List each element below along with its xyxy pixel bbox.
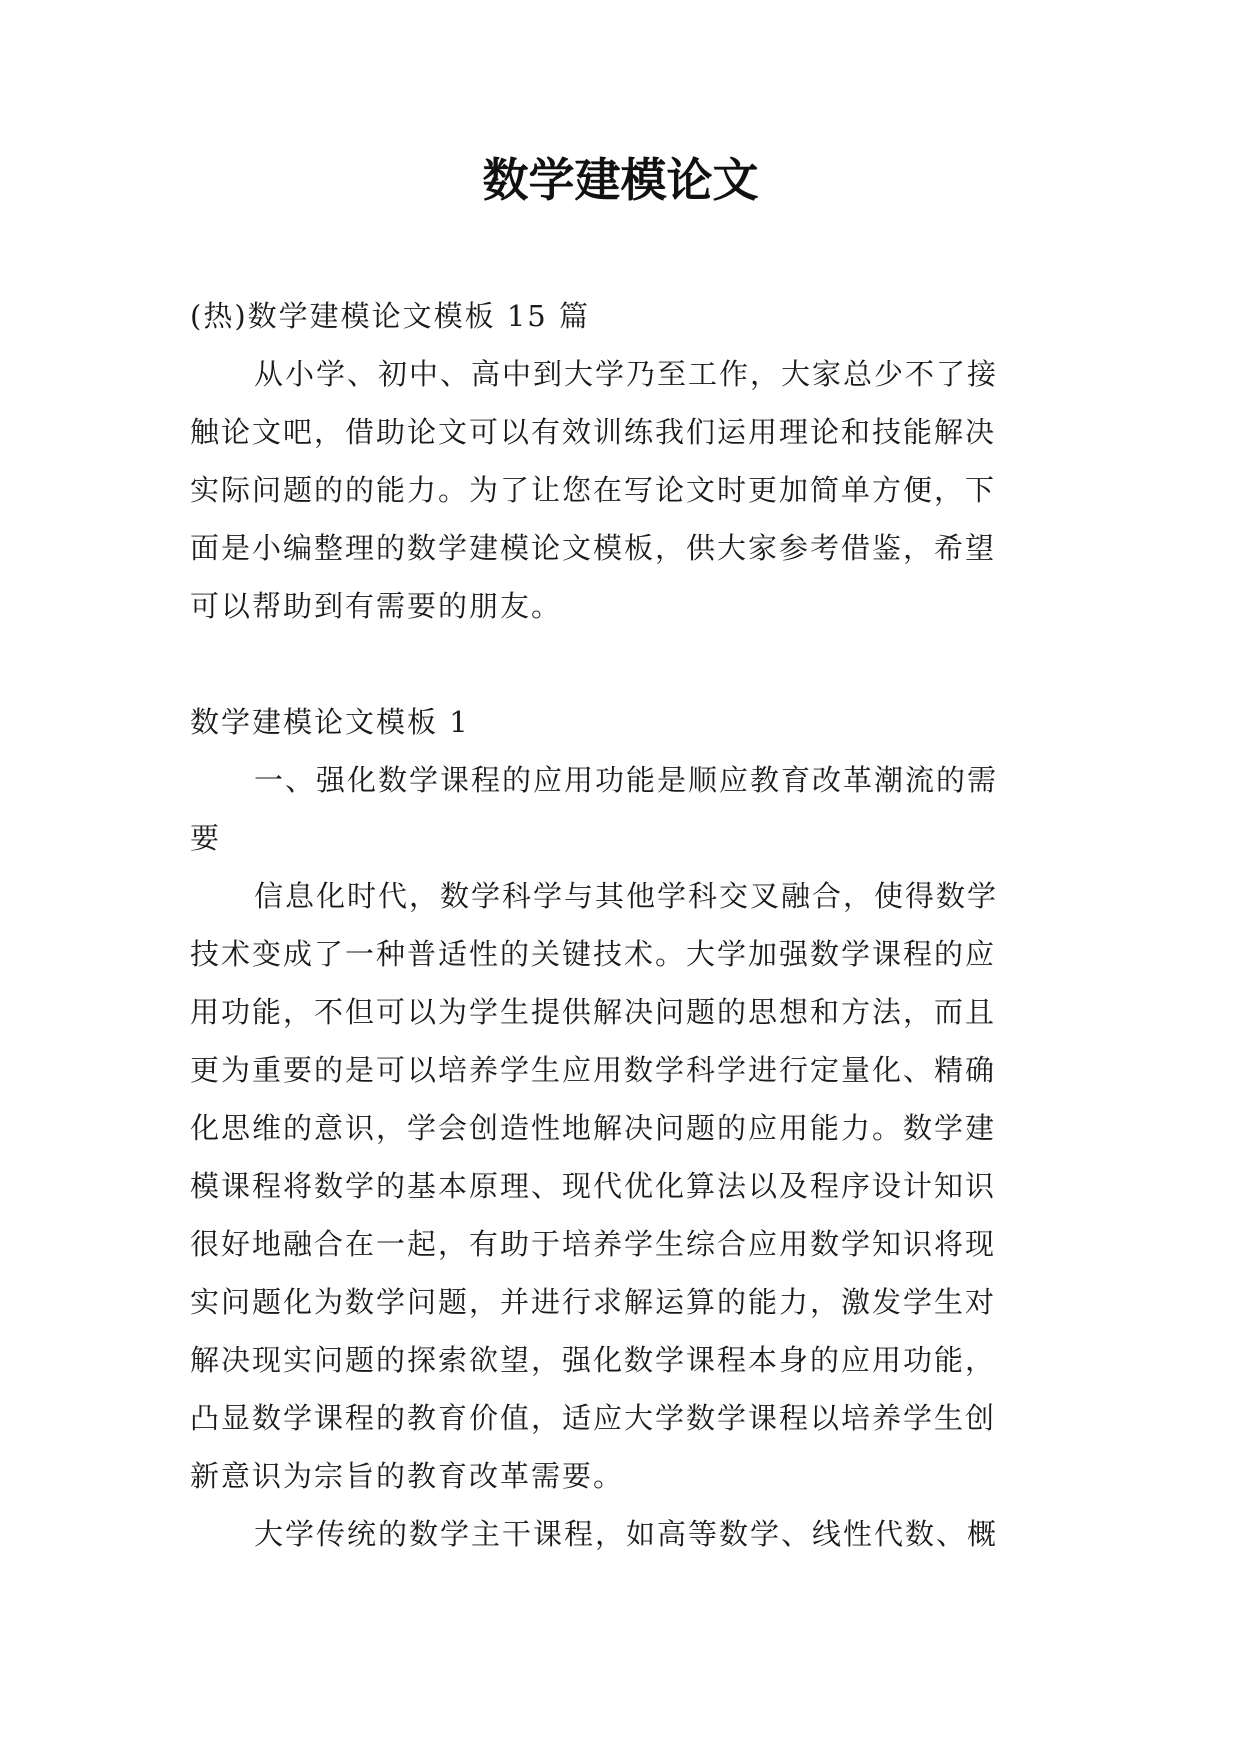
paragraph-line: 化思维的意识，学会创造性地解决问题的应用能力。数学建 <box>190 1111 997 1145</box>
paragraph-line: 要 <box>190 821 222 855</box>
paragraph-line: 凸显数学课程的教育价值，适应大学数学课程以培养学生创 <box>190 1401 997 1435</box>
paragraph-line: 实问题化为数学问题，并进行求解运算的能力，激发学生对 <box>190 1285 997 1319</box>
paragraph-2 <box>190 1505 1055 1563</box>
paragraph-line: 很好地融合在一起，有助于培养学生综合应用数学知识将现 <box>190 1227 997 1261</box>
spacer <box>190 635 1055 693</box>
paragraph-line: 模课程将数学的基本原理、现代优化算法以及程序设计知识 <box>190 1169 997 1203</box>
paragraph-line: 从小学、初中、高中到大学乃至工作，大家总少不了接 <box>254 357 999 391</box>
paragraph-line: 触论文吧，借助论文可以有效训练我们运用理论和技能解决 <box>190 415 997 449</box>
paragraph-1 <box>190 867 1055 1505</box>
paragraph-line: 技术变成了一种普适性的关键技术。大学加强数学课程的应 <box>190 937 997 971</box>
page-title: 数学建模论文 <box>482 153 759 207</box>
paragraph-line: 一、强化数学课程的应用功能是顺应教育改革潮流的需 <box>254 763 999 797</box>
point-heading <box>190 751 1055 867</box>
paragraph-line: 用功能，不但可以为学生提供解决问题的思想和方法，而且 <box>190 995 997 1029</box>
paragraph-line: 解决现实问题的探索欲望，强化数学课程本身的应用功能， <box>190 1343 997 1377</box>
paragraph-line: 实际问题的的能力。为了让您在写论文时更加简单方便，下 <box>190 473 997 507</box>
section-heading: 数学建模论文模板 1 <box>190 705 470 739</box>
paragraph-line: 大学传统的数学主干课程，如高等数学、线性代数、概 <box>254 1517 999 1551</box>
paragraph-line: 信息化时代，数学科学与其他学科交叉融合，使得数学 <box>254 879 999 913</box>
subtitle: (热)数学建模论文模板 15 篇 <box>190 299 590 333</box>
paragraph-line: 新意识为宗旨的教育改革需要。 <box>190 1459 625 1493</box>
paragraph-line: 更为重要的是可以培养学生应用数学科学进行定量化、精确 <box>190 1053 997 1087</box>
paragraph-line: 面是小编整理的数学建模论文模板，供大家参考借鉴，希望 <box>190 531 997 565</box>
document-body <box>190 287 1055 1563</box>
paragraph-line: 可以帮助到有需要的朋友。 <box>190 589 563 623</box>
intro-paragraph <box>190 345 1055 635</box>
